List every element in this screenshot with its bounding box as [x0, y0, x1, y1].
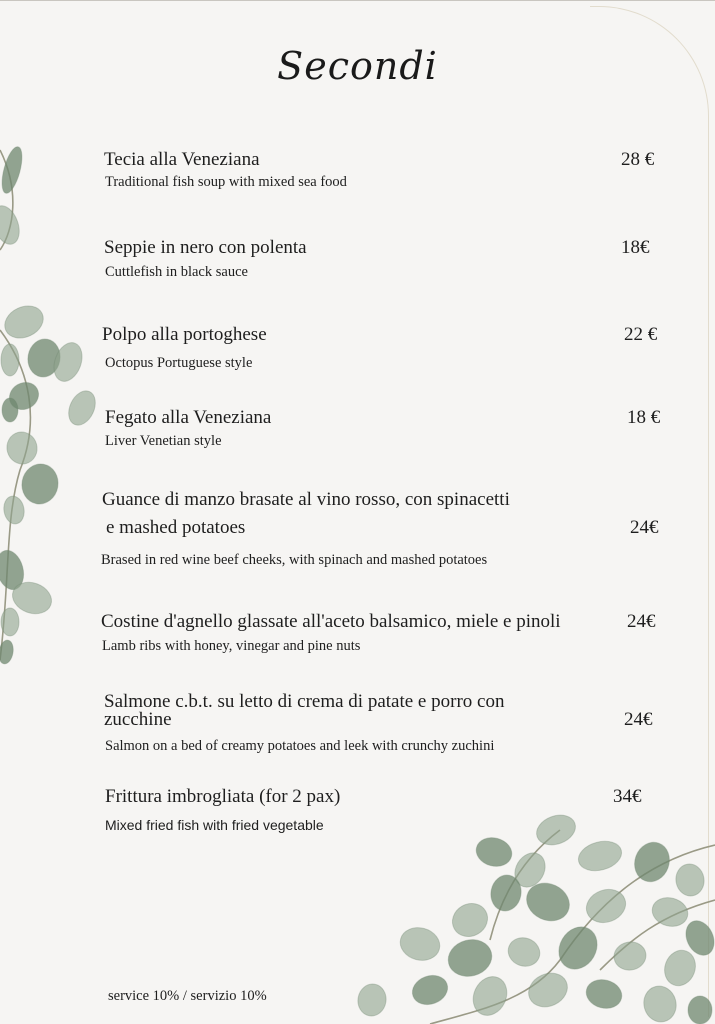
eucalyptus-leaf-icon	[5, 377, 44, 415]
eucalyptus-leaf-icon	[473, 834, 515, 870]
menu-item-name: Seppie in nero con polenta	[104, 237, 307, 258]
left-eucalyptus-branch	[0, 145, 100, 665]
eucalyptus-leaf-icon	[397, 923, 444, 964]
eucalyptus-leaf-icon	[488, 873, 524, 914]
eucalyptus-leaf-icon	[2, 398, 18, 422]
service-charge-note: service 10% / servizio 10%	[108, 988, 267, 1004]
menu-item-description: Liver Venetian style	[105, 433, 222, 449]
eucalyptus-leaf-icon	[3, 429, 40, 468]
eucalyptus-leaf-icon	[64, 387, 101, 430]
menu-item-name: Tecia alla Veneziana	[104, 149, 260, 170]
menu-item-description: Traditional fish soup with mixed sea food	[105, 174, 347, 190]
menu-item-price: 34€	[613, 786, 642, 807]
menu-item-name: Costine d'agnello glassate all'aceto balsamico, miele e pinoli	[101, 611, 561, 632]
top-border	[0, 0, 715, 1]
eucalyptus-leaf-icon	[2, 494, 27, 525]
eucalyptus-leaf-icon	[8, 577, 56, 619]
menu-item-description: Mixed fried fish with fried vegetable	[105, 817, 324, 833]
eucalyptus-leaf-icon	[1, 608, 19, 636]
menu-item-name-line1: Salmone c.b.t. su letto di crema di patate e porro con	[104, 691, 505, 712]
eucalyptus-leaf-icon	[25, 337, 63, 380]
branch-stem	[0, 150, 13, 250]
menu-item-price: 18 €	[627, 407, 661, 428]
branch-stem	[490, 830, 560, 940]
eucalyptus-leaf-icon	[467, 971, 513, 1021]
menu-item-name-line1: Guance di manzo brasate al vino rosso, con spinacetti	[102, 489, 510, 510]
eucalyptus-leaf-icon	[0, 202, 24, 248]
branch-stem	[0, 330, 30, 660]
menu-item-price: 24€	[627, 611, 656, 632]
eucalyptus-leaf-icon	[504, 933, 544, 970]
eucalyptus-leaf-icon	[408, 971, 451, 1010]
eucalyptus-leaf-icon	[0, 547, 28, 592]
menu-item-price: 22 €	[624, 324, 658, 345]
menu-item-name: Frittura imbrogliata (for 2 pax)	[105, 786, 341, 807]
menu-item-price: 18€	[621, 237, 650, 258]
menu-item-description: Lamb ribs with honey, vinegar and pine nuts	[102, 638, 361, 654]
menu-item-name: Polpo alla portoghese	[102, 324, 267, 345]
eucalyptus-leaf-icon	[0, 639, 15, 665]
eucalyptus-leaf-icon	[520, 876, 575, 927]
eucalyptus-leaf-icon	[0, 145, 26, 196]
menu-item-price: 24€	[630, 517, 659, 538]
menu-item-description: Octopus Portuguese style	[105, 355, 253, 371]
eucalyptus-leaf-icon	[446, 897, 493, 943]
menu-item-description: Brased in red wine beef cheeks, with spinach and mashed potatoes	[101, 552, 488, 568]
eucalyptus-leaf-icon	[355, 982, 388, 1018]
menu-item-price: 28 €	[621, 149, 655, 170]
eucalyptus-leaf-icon	[49, 339, 87, 385]
eucalyptus-leaf-icon	[0, 300, 48, 344]
eucalyptus-leaf-icon	[444, 935, 496, 981]
menu-item-name: Fegato alla Veneziana	[105, 407, 272, 428]
menu-item-name-line2: e mashed potatoes	[106, 517, 246, 538]
eucalyptus-leaf-icon	[1, 344, 19, 376]
menu-item-description: Salmon on a bed of creamy potatoes and leek with crunchy zuchini	[105, 738, 495, 754]
menu-item-description: Cuttlefish in black sauce	[105, 264, 248, 280]
page-title: Secondi	[277, 44, 438, 88]
eucalyptus-leaf-icon	[509, 847, 551, 892]
eucalyptus-leaf-icon	[532, 810, 579, 850]
menu-item-price: 24€	[624, 709, 653, 730]
menu-item-name-line2: zucchine	[104, 709, 172, 730]
eucalyptus-leaf-icon	[523, 967, 573, 1013]
eucalyptus-leaf-icon	[19, 461, 61, 507]
